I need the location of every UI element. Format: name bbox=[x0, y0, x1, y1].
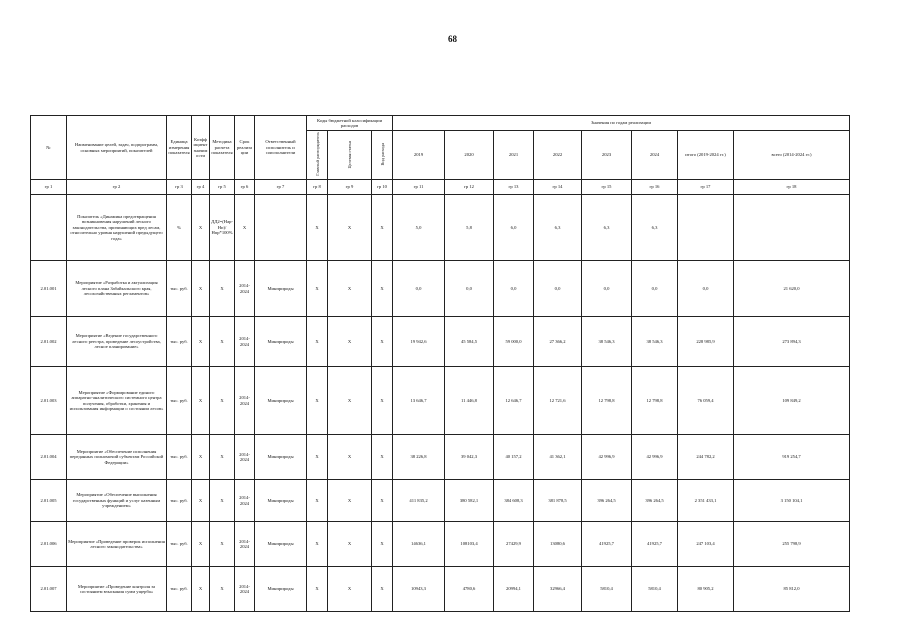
row-unit-cell: тыс. руб. bbox=[167, 522, 192, 567]
row-coef-cell: X bbox=[192, 317, 210, 367]
row-unit-cell: тыс. руб. bbox=[167, 261, 192, 317]
row-value-cell: 0,0 bbox=[393, 261, 445, 317]
row-unit-cell: тыс. руб. bbox=[167, 367, 192, 435]
row-executor-cell: Минприроды bbox=[255, 567, 307, 612]
row-coef-cell: X bbox=[192, 261, 210, 317]
row-value-cell: 42 996,9 bbox=[582, 435, 632, 480]
row-kbk-type-cell: X bbox=[372, 435, 393, 480]
column-number-cell: гр 11 bbox=[393, 180, 445, 195]
row-term-cell: X bbox=[235, 195, 255, 261]
row-value-cell: 12 798,8 bbox=[632, 367, 678, 435]
column-number-cell: гр 3 bbox=[167, 180, 192, 195]
row-kbk-article-cell: X bbox=[328, 435, 372, 480]
column-number-cell: гр 4 bbox=[192, 180, 210, 195]
row-value-cell: 14636,1 bbox=[393, 522, 445, 567]
row-value-cell: 108103,4 bbox=[445, 522, 494, 567]
row-method-cell: X bbox=[210, 435, 235, 480]
row-value-cell: 12 798,8 bbox=[582, 367, 632, 435]
row-term-cell: 2014-2024 bbox=[235, 567, 255, 612]
header-year-2021: 2021 bbox=[494, 131, 534, 180]
row-term-cell: 2014-2024 bbox=[235, 261, 255, 317]
column-number-cell: гр 8 bbox=[307, 180, 328, 195]
row-kbk-article-cell: X bbox=[328, 367, 372, 435]
row-kbk-main-cell: X bbox=[307, 261, 328, 317]
row-kbk-type-cell: X bbox=[372, 261, 393, 317]
row-number-cell: 2.01.002 bbox=[31, 317, 67, 367]
row-value-cell: 39 042,3 bbox=[445, 435, 494, 480]
row-value-cell: 41 362,1 bbox=[534, 435, 582, 480]
row-value-cell: 244 782,2 bbox=[678, 435, 734, 480]
row-value-cell: 381 878,5 bbox=[534, 480, 582, 522]
row-kbk-article-cell: X bbox=[328, 195, 372, 261]
row-method-cell: X bbox=[210, 367, 235, 435]
row-value-cell: 0,0 bbox=[582, 261, 632, 317]
row-term-cell: 2014-2024 bbox=[235, 480, 255, 522]
row-value-cell: 919 254,7 bbox=[734, 435, 850, 480]
row-value-cell: 228 985,9 bbox=[678, 317, 734, 367]
row-value-cell: 38 546,3 bbox=[632, 317, 678, 367]
column-number-cell: гр 2 bbox=[67, 180, 167, 195]
row-name-cell: Показатель «Динамика предотвращения возникновения нарушений лесного законодательства, причиняющих вред лесам, относительно уровня нарушений предыдущего года» bbox=[67, 195, 167, 261]
row-value-cell: 27 366,2 bbox=[534, 317, 582, 367]
column-number-cell: гр 15 bbox=[582, 180, 632, 195]
row-method-cell: ДД2=(Нар-Нп)/Нпр*100% bbox=[210, 195, 235, 261]
header-year-2020: 2020 bbox=[445, 131, 494, 180]
row-executor-cell: Минприроды bbox=[255, 261, 307, 317]
table-row bbox=[31, 435, 850, 480]
row-value-cell: 11 446,8 bbox=[445, 367, 494, 435]
table-row bbox=[31, 195, 850, 261]
row-value-cell: 38 546,3 bbox=[582, 317, 632, 367]
row-value-cell: 0,0 bbox=[632, 261, 678, 317]
column-number-cell: гр 10 bbox=[372, 180, 393, 195]
header-kbk-main: Главный распорядитель bbox=[307, 131, 328, 180]
column-number-cell: гр 13 bbox=[494, 180, 534, 195]
row-value-cell: 41925,7 bbox=[632, 522, 678, 567]
row-value-cell: 32966,4 bbox=[534, 567, 582, 612]
row-value-cell: 6,0 bbox=[494, 195, 534, 261]
header-term: Срок реализации bbox=[235, 116, 255, 180]
row-kbk-article-cell: X bbox=[328, 261, 372, 317]
header-kbk-type: Вид расхода bbox=[372, 131, 393, 180]
header-unit: Единица измерения показателя bbox=[167, 116, 192, 180]
row-value-cell: 13 646,7 bbox=[393, 367, 445, 435]
row-value-cell: 6,3 bbox=[582, 195, 632, 261]
row-coef-cell: X bbox=[192, 567, 210, 612]
row-value-cell: 6,3 bbox=[534, 195, 582, 261]
row-executor-cell: Минприроды bbox=[255, 480, 307, 522]
row-unit-cell: % bbox=[167, 195, 192, 261]
row-value-cell: 42 996,9 bbox=[632, 435, 678, 480]
row-value-cell: 2 351 433,1 bbox=[678, 480, 734, 522]
row-value-cell: 80 905,2 bbox=[678, 567, 734, 612]
row-value-cell: 247 103,4 bbox=[678, 522, 734, 567]
row-value-cell: 396 264,5 bbox=[632, 480, 678, 522]
row-method-cell: X bbox=[210, 567, 235, 612]
column-number-cell: гр 16 bbox=[632, 180, 678, 195]
row-number-cell bbox=[31, 195, 67, 261]
row-kbk-type-cell: X bbox=[372, 522, 393, 567]
column-number-cell: гр 9 bbox=[328, 180, 372, 195]
header-total-2014-2024: всего (2014-2024 гг.) bbox=[734, 131, 850, 180]
row-term-cell: 2014-2024 bbox=[235, 435, 255, 480]
row-value-cell: 10943,3 bbox=[393, 567, 445, 612]
header-year-2022: 2022 bbox=[534, 131, 582, 180]
row-value-cell: 109 849,2 bbox=[734, 367, 850, 435]
row-kbk-main-cell: X bbox=[307, 522, 328, 567]
row-value-cell: 380 582,1 bbox=[445, 480, 494, 522]
row-kbk-type-cell: X bbox=[372, 195, 393, 261]
row-kbk-main-cell: X bbox=[307, 435, 328, 480]
row-method-cell: X bbox=[210, 480, 235, 522]
row-value-cell: 396 264,5 bbox=[582, 480, 632, 522]
row-unit-cell: тыс. руб. bbox=[167, 317, 192, 367]
row-value-cell: 5810,4 bbox=[632, 567, 678, 612]
row-value-cell: 85 812,0 bbox=[734, 567, 850, 612]
row-value-cell: 6,3 bbox=[632, 195, 678, 261]
row-value-cell: 76 059,4 bbox=[678, 367, 734, 435]
row-value-cell: 40 157,2 bbox=[494, 435, 534, 480]
column-number-cell: гр 14 bbox=[534, 180, 582, 195]
row-method-cell: X bbox=[210, 522, 235, 567]
table-row bbox=[31, 480, 850, 522]
header-executor: Ответственный исполнитель и соисполнители bbox=[255, 116, 307, 180]
row-coef-cell: X bbox=[192, 195, 210, 261]
row-kbk-type-cell: X bbox=[372, 367, 393, 435]
column-number-cell: гр 7 bbox=[255, 180, 307, 195]
row-value-cell: 41925,7 bbox=[582, 522, 632, 567]
row-kbk-type-cell: X bbox=[372, 317, 393, 367]
row-number-cell: 2.01.001 bbox=[31, 261, 67, 317]
row-value-cell: 19 942,6 bbox=[393, 317, 445, 367]
header-values: Значения по годам реализации bbox=[393, 116, 850, 131]
header-year-2019: 2019 bbox=[393, 131, 445, 180]
column-number-cell: гр 18 bbox=[734, 180, 850, 195]
row-coef-cell: X bbox=[192, 522, 210, 567]
table-row bbox=[31, 567, 850, 612]
row-value-cell: 12 721,6 bbox=[534, 367, 582, 435]
row-term-cell: 2014-2024 bbox=[235, 367, 255, 435]
row-number-cell: 2.01.006 bbox=[31, 522, 67, 567]
header-total-2019-2024: итого (2019-2024 гг.) bbox=[678, 131, 734, 180]
row-value-cell: 273 894,3 bbox=[734, 317, 850, 367]
row-value-cell: 5,0 bbox=[393, 195, 445, 261]
row-coef-cell: X bbox=[192, 367, 210, 435]
row-kbk-type-cell: X bbox=[372, 480, 393, 522]
row-kbk-main-cell: X bbox=[307, 317, 328, 367]
header-year-2023: 2023 bbox=[582, 131, 632, 180]
row-value-cell: 4780,6 bbox=[445, 567, 494, 612]
row-unit-cell: тыс. руб. bbox=[167, 435, 192, 480]
column-number-cell: гр 1 bbox=[31, 180, 67, 195]
row-name-cell: Мероприятие «Ведение государственного лесного реестра, проведение лесоустройства, лесное планирование» bbox=[67, 317, 167, 367]
program-table bbox=[30, 115, 850, 612]
table-row bbox=[31, 261, 850, 317]
row-executor-cell: Минприроды bbox=[255, 522, 307, 567]
header-kbk: Коды бюджетной классификации расходов bbox=[307, 116, 393, 131]
table-row bbox=[31, 522, 850, 567]
row-name-cell: Мероприятие «Обеспечение исполнения переданных полномочий субъектам Российской Федерации» bbox=[67, 435, 167, 480]
table-row bbox=[31, 367, 850, 435]
row-name-cell: Мероприятие «Обеспечение выполнения государственных функций и услуг казенным учреждением» bbox=[67, 480, 167, 522]
row-value-cell: 21 620,0 bbox=[734, 261, 850, 317]
row-executor-cell: Минприроды bbox=[255, 435, 307, 480]
column-number-cell: гр 5 bbox=[210, 180, 235, 195]
column-number-cell: гр 12 bbox=[445, 180, 494, 195]
row-term-cell: 2014-2024 bbox=[235, 317, 255, 367]
row-number-cell: 2.01.005 bbox=[31, 480, 67, 522]
column-number-cell: гр 6 bbox=[235, 180, 255, 195]
table-row bbox=[31, 317, 850, 367]
row-value-cell bbox=[734, 195, 850, 261]
row-kbk-article-cell: X bbox=[328, 567, 372, 612]
row-name-cell: Мероприятие «Разработка и актуализация лесного плана Забайкальского края, лесохозяйственных регламентов» bbox=[67, 261, 167, 317]
row-value-cell: 384 608,3 bbox=[494, 480, 534, 522]
row-executor-cell: Минприроды bbox=[255, 367, 307, 435]
header-kbk-article: Целевая статья bbox=[328, 131, 372, 180]
row-number-cell: 2.01.003 bbox=[31, 367, 67, 435]
header-coef: Коэффициент значимости bbox=[192, 116, 210, 180]
row-value-cell: 38 226,8 bbox=[393, 435, 445, 480]
row-number-cell: 2.01.004 bbox=[31, 435, 67, 480]
row-name-cell: Мероприятие «Проведение проверок исполнения лесного законодательства» bbox=[67, 522, 167, 567]
row-name-cell: Мероприятие «Формирование единого аппаратно-аналитического системного центра получения, обработки, хранения и использования информации о состоянии лесов» bbox=[67, 367, 167, 435]
row-kbk-main-cell: X bbox=[307, 567, 328, 612]
row-value-cell: 59 000,0 bbox=[494, 317, 534, 367]
row-unit-cell: тыс. руб. bbox=[167, 567, 192, 612]
row-value-cell: 27429,9 bbox=[494, 522, 534, 567]
row-value-cell: 5810,4 bbox=[582, 567, 632, 612]
row-kbk-article-cell: X bbox=[328, 522, 372, 567]
header-method: Методика расчета показателя bbox=[210, 116, 235, 180]
row-value-cell: 255 798,9 bbox=[734, 522, 850, 567]
row-kbk-main-cell: X bbox=[307, 195, 328, 261]
row-unit-cell: тыс. руб. bbox=[167, 480, 192, 522]
row-coef-cell: X bbox=[192, 480, 210, 522]
row-name-cell: Мероприятие «Проведение контроля за состоянием взыскания сумм ущерба» bbox=[67, 567, 167, 612]
header-name: Наименование целей, задач, подпрограмм, основных мероприятий, показателей bbox=[67, 116, 167, 180]
row-kbk-main-cell: X bbox=[307, 367, 328, 435]
row-value-cell: 3 150 104,1 bbox=[734, 480, 850, 522]
column-number-row bbox=[31, 180, 850, 195]
row-method-cell: X bbox=[210, 261, 235, 317]
row-method-cell: X bbox=[210, 317, 235, 367]
row-executor-cell: Минприроды bbox=[255, 317, 307, 367]
row-value-cell: 5,8 bbox=[445, 195, 494, 261]
row-value-cell: 0,0 bbox=[678, 261, 734, 317]
row-term-cell: 2014-2024 bbox=[235, 522, 255, 567]
row-executor-cell bbox=[255, 195, 307, 261]
row-coef-cell: X bbox=[192, 435, 210, 480]
header-year-2024: 2024 bbox=[632, 131, 678, 180]
row-number-cell: 2.01.007 bbox=[31, 567, 67, 612]
row-value-cell: 20994,1 bbox=[494, 567, 534, 612]
header-no: № bbox=[31, 116, 67, 180]
row-value-cell bbox=[678, 195, 734, 261]
row-kbk-article-cell: X bbox=[328, 480, 372, 522]
row-kbk-type-cell: X bbox=[372, 567, 393, 612]
row-value-cell: 0,0 bbox=[494, 261, 534, 317]
row-kbk-main-cell: X bbox=[307, 480, 328, 522]
row-kbk-article-cell: X bbox=[328, 317, 372, 367]
row-value-cell: 0,0 bbox=[534, 261, 582, 317]
page-number: 68 bbox=[448, 34, 457, 44]
column-number-cell: гр 17 bbox=[678, 180, 734, 195]
row-value-cell: 12 646,7 bbox=[494, 367, 534, 435]
row-value-cell: 45 584,5 bbox=[445, 317, 494, 367]
row-value-cell: 0,0 bbox=[445, 261, 494, 317]
row-value-cell: 411 835,2 bbox=[393, 480, 445, 522]
row-value-cell: 13080,6 bbox=[534, 522, 582, 567]
